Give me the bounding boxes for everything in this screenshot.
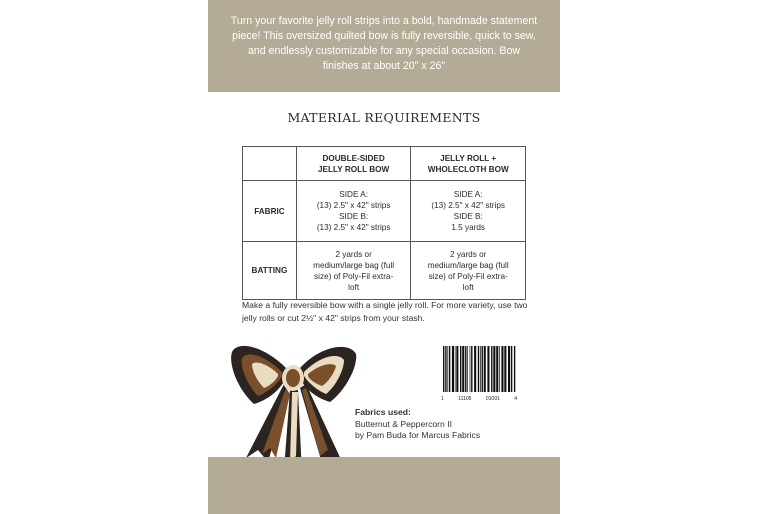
pattern-back-cover	[208, 0, 560, 514]
barcode-bar	[465, 346, 466, 392]
fabric-double-sided: SIDE A: (13) 2.5" x 42" strips SIDE B: (13) 2.5" x 42" strips	[296, 181, 411, 242]
usage-note: Make a fully reversible bow with a single jelly roll. For more variety, use two jelly rolls or cut 2½" x 42" strips from your stash.	[242, 300, 528, 323]
header-double-sided: DOUBLE-SIDED JELLY ROLL BOW	[296, 147, 411, 181]
barcode-bar	[491, 346, 492, 392]
fabrics-used	[355, 407, 555, 442]
barcode-bars	[441, 346, 517, 394]
barcode-bar	[496, 346, 498, 392]
barcode-bar	[445, 346, 446, 392]
fabric-wholecloth: SIDE A: (13) 2.5" x 42" strips SIDE B: 1.5 yards	[411, 181, 526, 242]
table-header-row	[243, 147, 526, 181]
batting-wholecloth: 2 yards or medium/large bag (full size) of Poly-Fil extra- loft	[411, 242, 526, 300]
fabrics-used-title: Fabrics used:	[355, 407, 411, 417]
intro-text: Turn your favorite jelly roll strips into a bold, handmade statement piece! This oversized quilted bow is fully reversible, quick to sew, and endlessly customizable for any special occasion. Bow finishes at about 20" x 26"	[230, 15, 538, 72]
barcode-bar	[511, 346, 512, 392]
row-label-batting: BATTING	[243, 242, 297, 300]
barcode-bar	[449, 346, 450, 392]
barcode-bar	[480, 346, 481, 392]
barcode-bar	[471, 346, 472, 392]
barcode-bar	[452, 346, 454, 392]
barcode-bar	[487, 346, 489, 392]
batting-double-sided: 2 yards or medium/large bag (full size) of Poly-Fil extra- loft	[296, 242, 411, 300]
barcode-bar	[474, 346, 476, 392]
barcode-bar	[514, 346, 515, 392]
barcode-bar	[484, 346, 486, 392]
barcode-bar	[508, 346, 510, 392]
barcode-bar	[499, 346, 500, 392]
barcode-bar	[447, 346, 448, 392]
material-requirements-table	[242, 146, 526, 300]
header-empty-cell	[243, 147, 297, 181]
table-row-batting	[243, 242, 526, 300]
barcode-bar	[482, 346, 483, 392]
barcode-bar	[493, 346, 495, 392]
barcode-bar	[470, 346, 471, 392]
barcode-bar	[504, 346, 506, 392]
top-banner	[208, 0, 560, 92]
fabrics-line-designer: by Pam Buda for Marcus Fabrics	[355, 430, 481, 440]
row-label-fabric: FABRIC	[243, 181, 297, 242]
barcode-bar	[460, 346, 461, 392]
barcode-bar	[501, 346, 503, 392]
table-row-fabric	[243, 181, 526, 242]
section-heading: MATERIAL REQUIREMENTS	[287, 110, 481, 125]
barcode-bar	[467, 346, 468, 392]
fabrics-line-collection: Butternut & Peppercorn II	[355, 418, 452, 429]
barcode-bar	[462, 346, 464, 392]
barcode-bar	[456, 346, 458, 392]
bottom-banner	[208, 457, 560, 514]
barcode-bar	[443, 346, 444, 392]
barcode-bar	[455, 346, 456, 392]
barcode-digits: 1 11105 01091 4	[441, 396, 517, 402]
barcode	[441, 346, 517, 404]
barcode-bar	[478, 346, 479, 392]
header-wholecloth: JELLY ROLL + WHOLECLOTH BOW	[411, 147, 526, 181]
